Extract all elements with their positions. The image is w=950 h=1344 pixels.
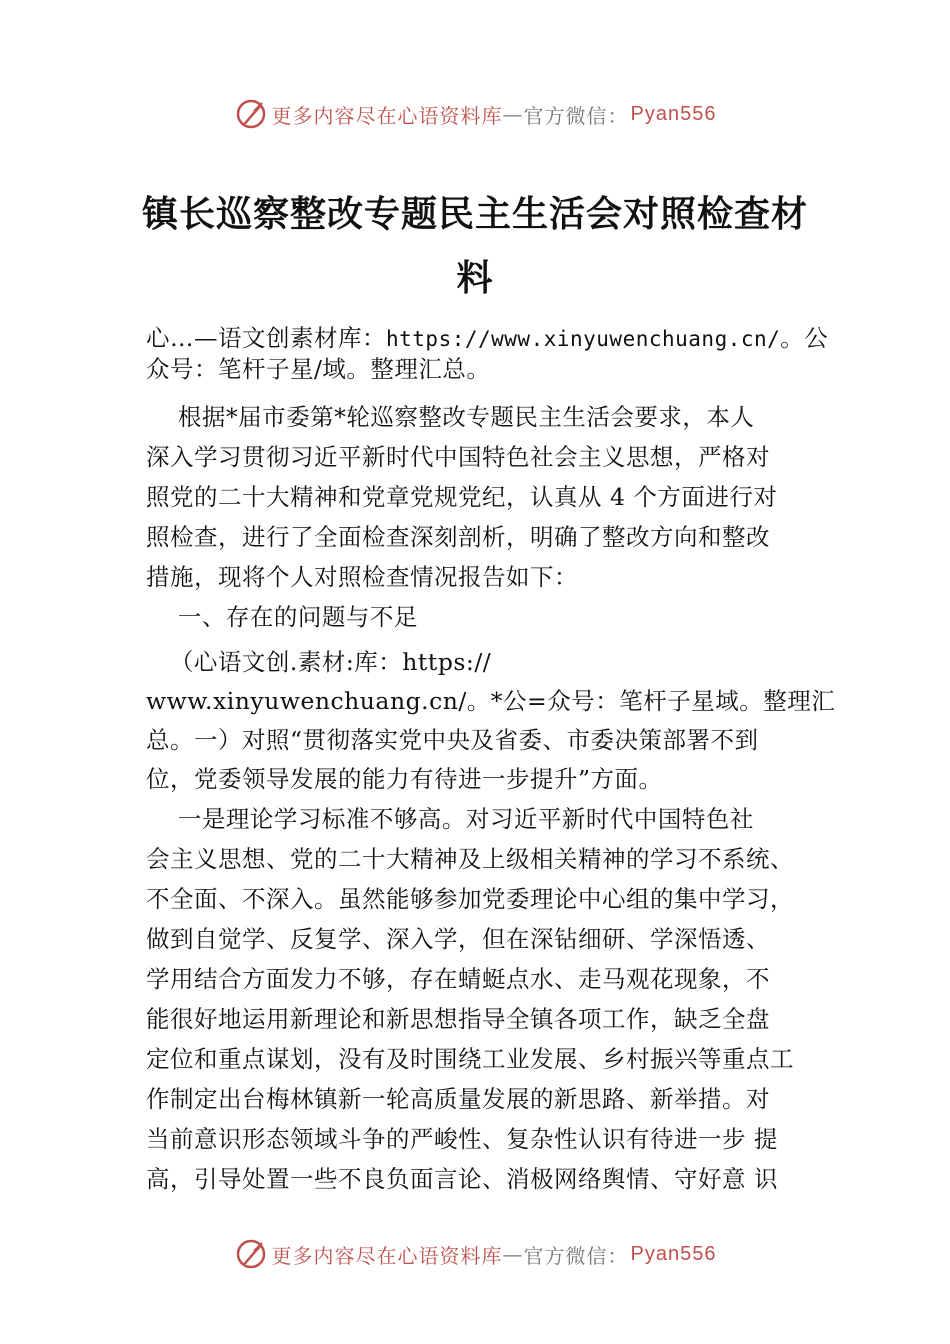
source-suffix: 。公 [780, 324, 829, 352]
body-line: 会主义思想、党的二十大精神及上级相关精神的学习不系统、 [146, 845, 794, 873]
banner-text: 更多内容尽在心语资料库 [271, 1243, 503, 1268]
title-line-2: 料 [456, 257, 494, 299]
body-line: 措施，现将个人对照检查情况报告如下： [146, 563, 578, 591]
body-line: 位，党委领导发展的能力有待进一步提升”方面。 [146, 765, 663, 793]
banner-account: Pyan556 [630, 1242, 717, 1265]
footer-watermark-banner [0, 1236, 950, 1272]
banner-account: Pyan556 [630, 102, 717, 125]
body-line: 当前意识形态领域斗争的严峻性、复杂性认识有待进一步 提 [146, 1125, 778, 1153]
body-line: 深入学习贯彻习近平新时代中国特色社会主义思想，严格对 [146, 443, 770, 471]
body-line: 做到自觉学、反复学、深入学，但在深钻细研、学深悟透、 [146, 925, 770, 953]
section-heading: 一、存在的问题与不足 [146, 603, 418, 631]
body-line: 定位和重点谋划，没有及时围绕工业发展、乡村振兴等重点工 [146, 1045, 794, 1073]
header-watermark-banner [0, 96, 950, 132]
document-title [130, 182, 820, 310]
body-line: 根据*届市委第*轮巡察整改专题民主生活会要求，本人 [146, 403, 755, 431]
source-url: https://www.xinyuwenchuang.cn/ [386, 327, 781, 351]
body-line: 作制定出台梅林镇新一轮高质量发展的新思路、新举措。对 [146, 1085, 770, 1113]
source-prefix: 心…—语文创素材库： [146, 324, 386, 352]
body-line: 照党的二十大精神和党章党规党纪，认真从 4 个方面进行对 [146, 483, 778, 511]
body-line: 高，引导处置一些不良负面言论、消极网络舆情、守好意 识 [146, 1165, 778, 1193]
source-line-1 [146, 322, 828, 355]
body-line: 不全面、不深入。虽然能够参加党委理论中心组的集中学习， [146, 885, 794, 913]
quill-logo-icon [234, 97, 268, 131]
banner-dash: — [502, 102, 524, 126]
body-line: 一是理论学习标准不够高。对习近平新时代中国特色社 [146, 805, 754, 833]
body-line: 学用结合方面发力不够，存在蜻蜓点水、走马观花现象，不 [146, 965, 770, 993]
body-line: （心语文创.素材:库：https:// [146, 648, 492, 676]
body-line: 能很好地运用新理论和新思想指导全镇各项工作，缺乏全盘 [146, 1005, 770, 1033]
body-line: 总。一）对照“贯彻落实党中央及省委、市委决策部署不到 [146, 726, 759, 754]
banner-text: 更多内容尽在心语资料库 [271, 103, 503, 128]
source-line-2: 众号：笔杆子星/域。整理汇总。 [146, 355, 491, 383]
body-line: www.xinyuwenchuang.cn/。*公=众号：笔杆子星域。整理汇 [146, 687, 836, 715]
banner-dash: — [502, 1242, 524, 1266]
quill-logo-icon [234, 1237, 268, 1271]
title-line-1: 镇长巡察整改专题民主生活会对照检查材 [141, 193, 808, 235]
banner-wechat-label: 官方微信： [523, 1243, 629, 1268]
banner-wechat-label: 官方微信： [523, 103, 629, 128]
body-line: 照检查，进行了全面检查深刻剖析，明确了整改方向和整改 [146, 523, 770, 551]
